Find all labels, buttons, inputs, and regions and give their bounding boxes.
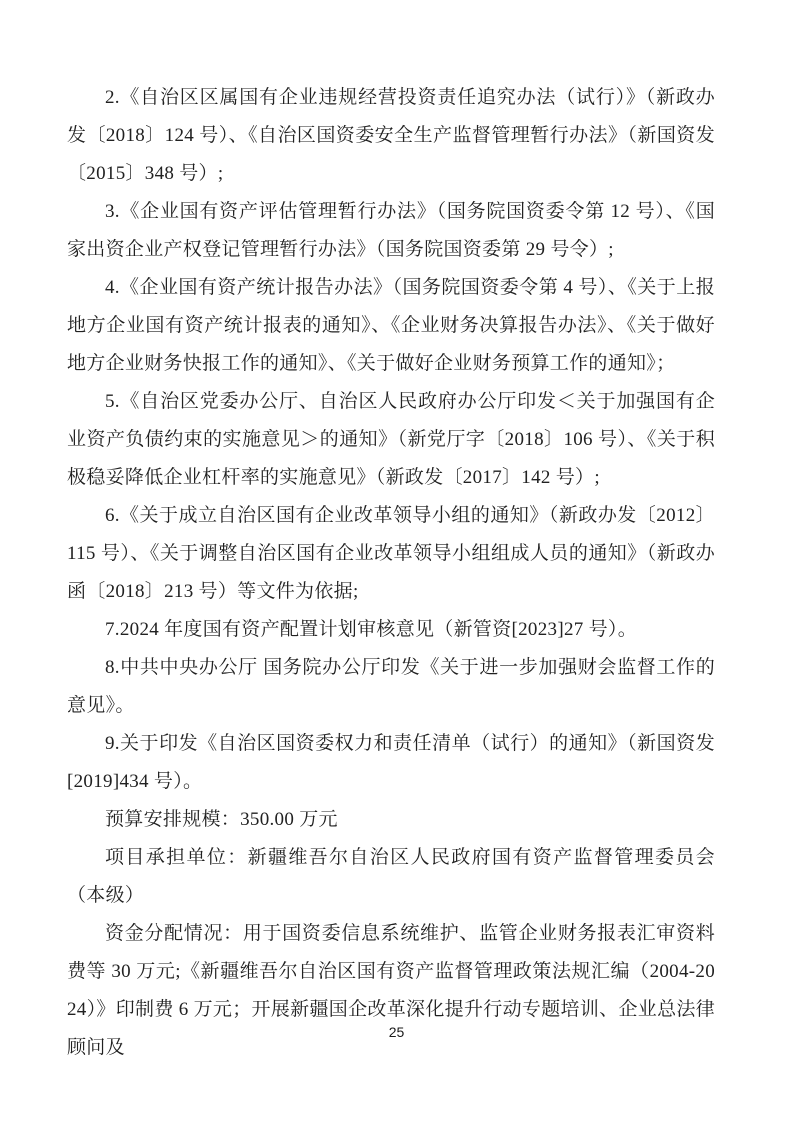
document-body: [67, 79, 715, 1067]
paragraph-legal-basis-8: 8.中共中央办公厅 国务院办公厅印发《关于进一步加强财会监督工作的意见》。: [67, 657, 715, 716]
paragraph-project-unit: 项目承担单位：新疆维吾尔自治区人民政府国有资产监督管理委员会（本级）: [67, 847, 715, 906]
page-footer: [0, 1024, 793, 1042]
paragraph-fund-allocation: 资金分配情况：用于国资委信息系统维护、监管企业财务报表汇审资料费等 30 万元;《新疆维吾尔自治区国有资产监督管理政策法规汇编（2004-2024）》印制费 6 万元；开展新疆国企改革深化提升行动专题培训、企业总法律顾问及: [67, 923, 715, 1058]
paragraph-legal-basis-5: 5.《自治区党委办公厅、自治区人民政府办公厅印发＜关于加强国有企业资产负债约束的实施意见＞的通知》（新党厅字〔2018〕106 号）、《关于积极稳妥降低企业杠杆率的实施意见》（新政发〔2017〕142 号）;: [67, 391, 715, 488]
paragraph-legal-basis-3: 3.《企业国有资产评估管理暂行办法》（国务院国资委令第 12 号）、《国家出资企业产权登记管理暂行办法》（国务院国资委第 29 号令）;: [67, 201, 715, 260]
page-number: 25: [388, 1024, 405, 1040]
paragraph-legal-basis-9: 9.关于印发《自治区国资委权力和责任清单（试行）的通知》（新国资发[2019]434 号）。: [67, 733, 715, 792]
paragraph-budget-scale: 预算安排规模：350.00 万元: [105, 809, 338, 830]
paragraph-legal-basis-4: 4.《企业国有资产统计报告办法》（国务院国资委令第 4 号）、《关于上报地方企业国有资产统计报表的通知》、《企业财务决算报告办法》、《关于做好地方企业财务快报工作的通知》、《关于做好企业财务预算工作的通知》；: [67, 277, 715, 374]
paragraph-legal-basis-2: 2.《自治区区属国有企业违规经营投资责任追究办法（试行）》（新政办发〔2018〕124 号）、《自治区国资委安全生产监督管理暂行办法》（新国资发〔2015〕348 号）;: [67, 87, 715, 184]
paragraph-legal-basis-7: 7.2024 年度国有资产配置计划审核意见（新管资[2023]27 号）。: [105, 619, 638, 640]
paragraph-legal-basis-6: 6.《关于成立自治区国有企业改革领导小组的通知》（新政办发〔2012〕115 号）、《关于调整自治区国有企业改革领导小组组成人员的通知》（新政办函〔2018〕213 号）等文件为依据;: [67, 505, 715, 602]
